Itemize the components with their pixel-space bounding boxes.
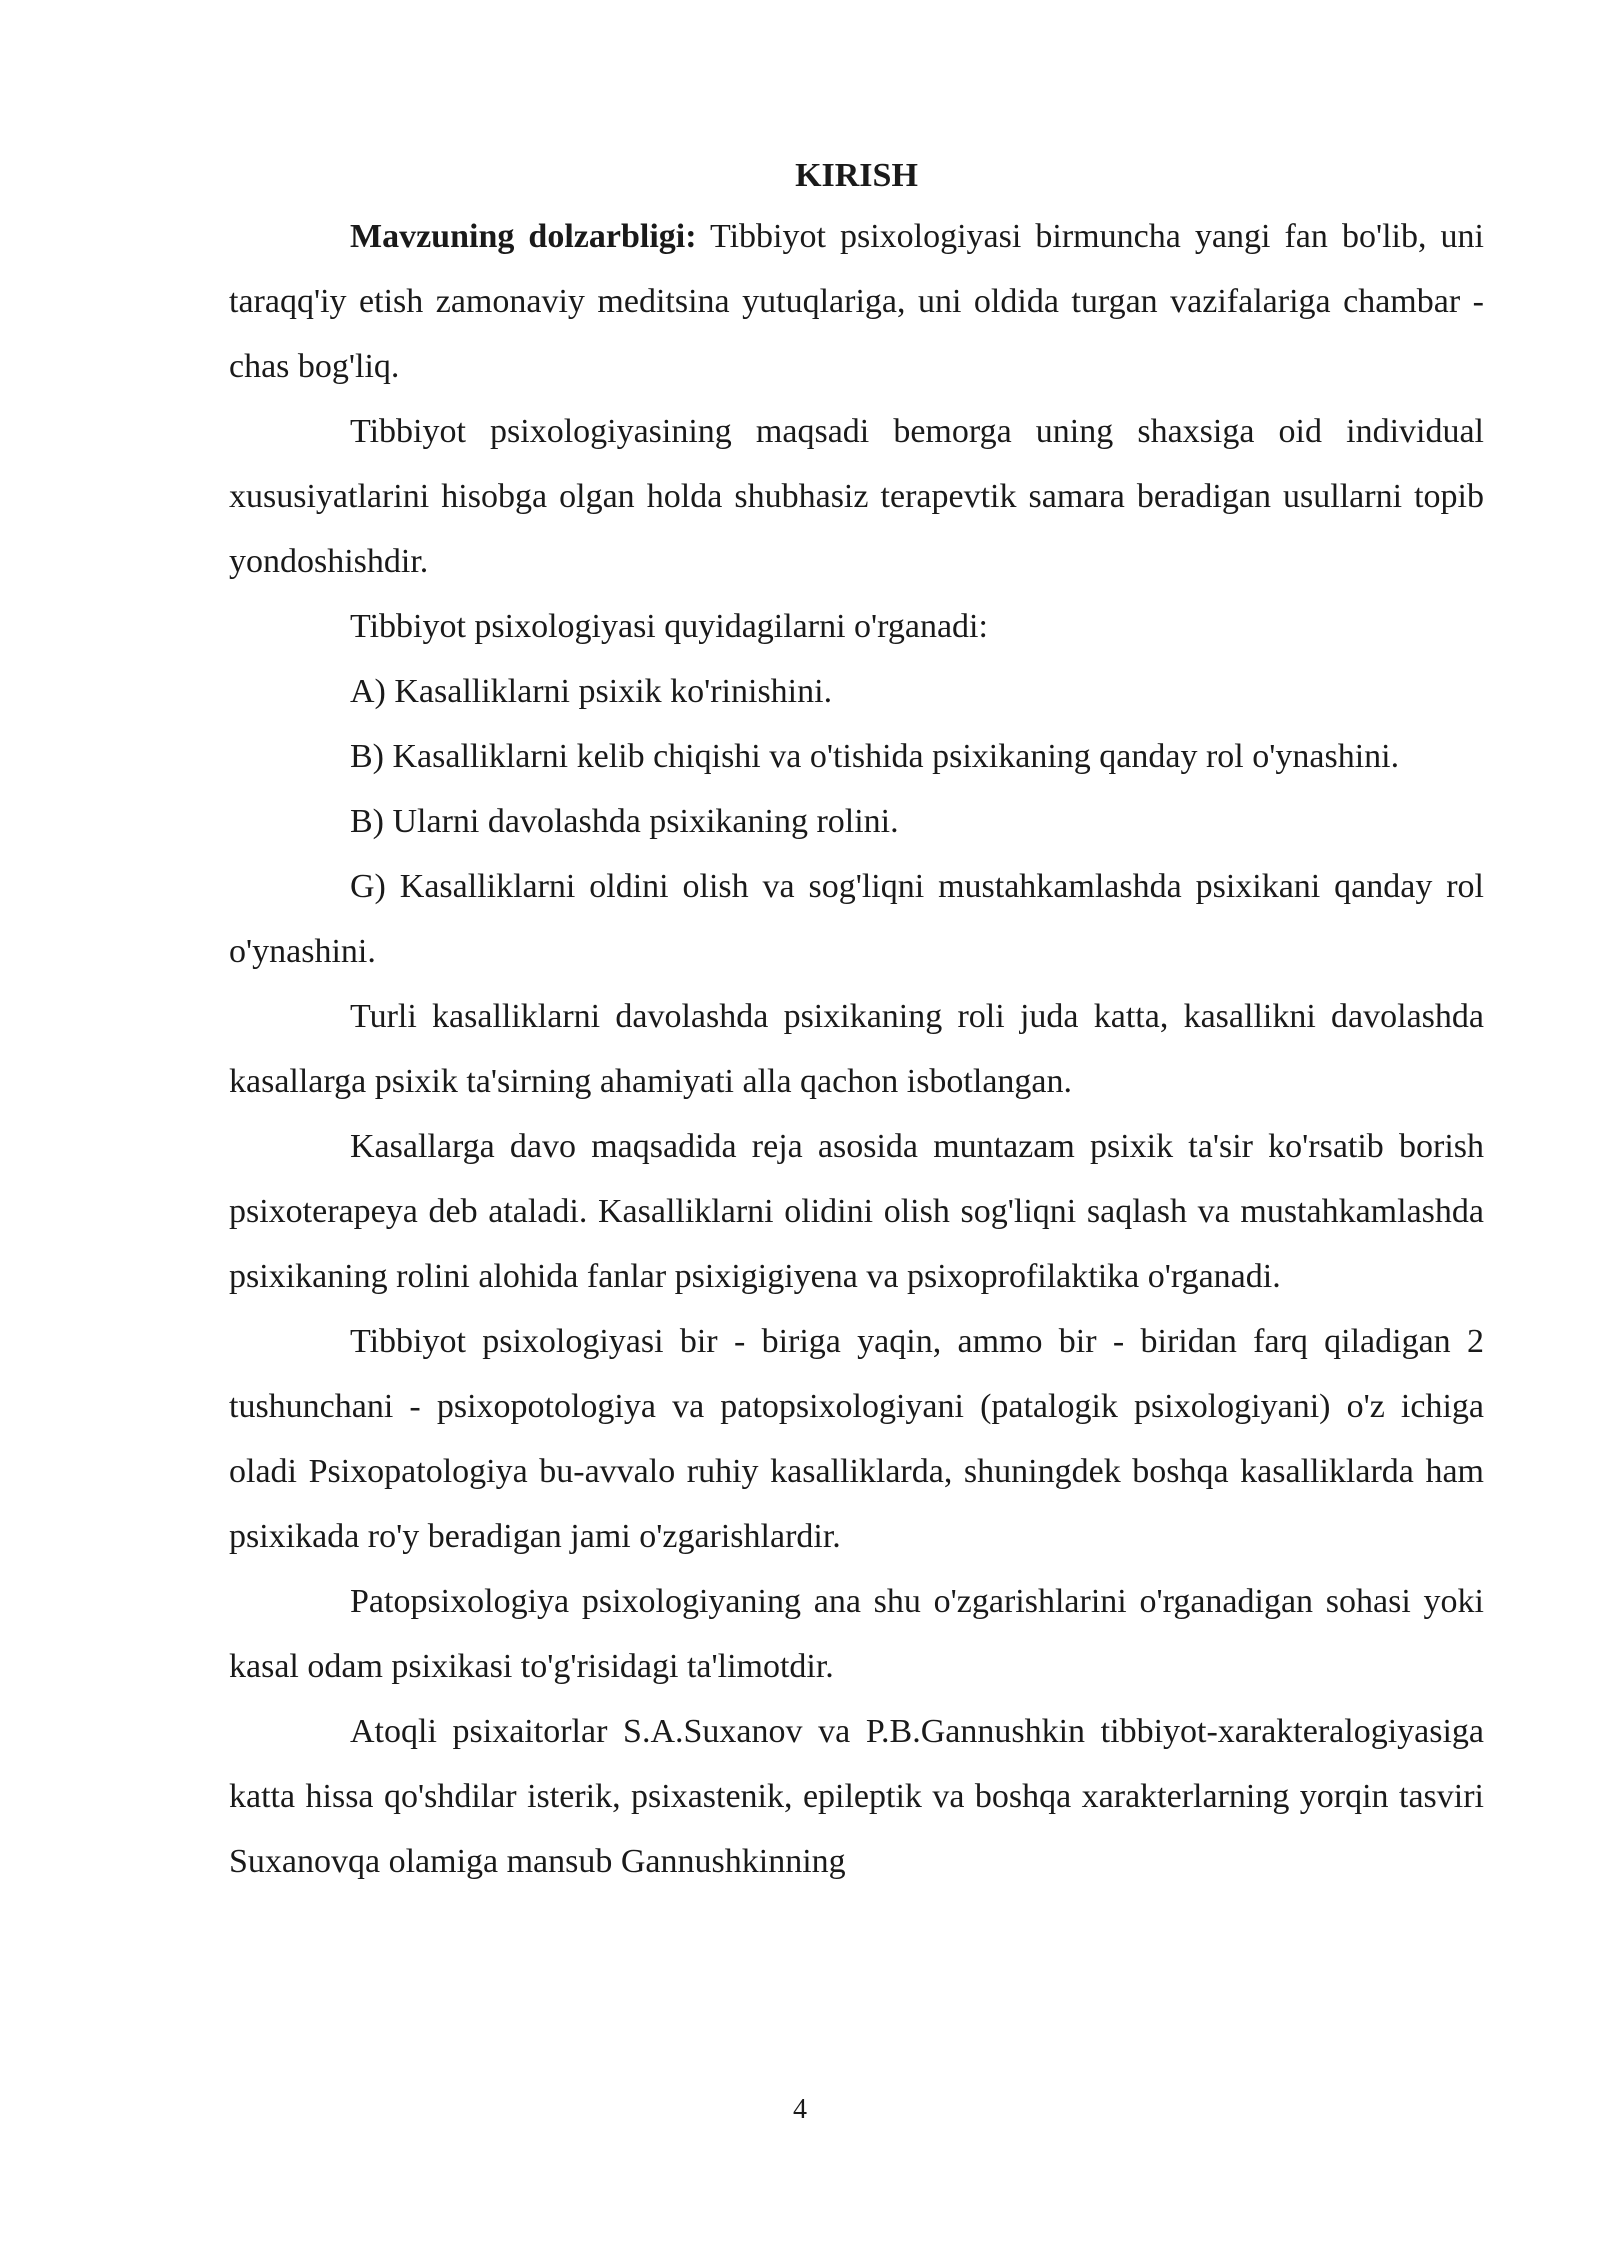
paragraph-relevance-text: Tibbiyot psixologiyasi birmuncha yangi fan bo'lib, uni taraqq'iy etish zamonaviy meditsina yutuqlariga, uni oldida turgan vazifalariga chambar - chas bog'liq. xyxy=(229,218,1485,385)
list-item-v: B) Ularni davolashda psixikaning rolini. xyxy=(350,803,899,840)
list-item-g: G) Kasalliklarni oldini olish va sog'liqni mustahkamlashda psixikani qanday rol o'ynashini. xyxy=(229,868,1484,970)
paragraph-psychotherapy: Kasallarga davo maqsadida reja asosida muntazam psixik ta'sir ko'rsatib borish psixoterapeya deb ataladi. Kasalliklarni olidini olish sog'liqni saqlash va mustahkamlashda psixikaning rolini alohida fanlar psixigigiyena va psixoprofilaktika o'rganadi. xyxy=(229,1128,1484,1295)
relevance-label: Mavzuning dolzarbligi: xyxy=(350,218,697,255)
paragraph-relevance xyxy=(229,204,1484,399)
paragraph-pathopsychology: Patopsixologiya psixologiyaning ana shu o'zgarishlarini o'rganadigan sohasi yoki kasal odam psixikasi to'g'risidagi ta'limotdir. xyxy=(229,1583,1484,1685)
page-content xyxy=(229,148,1484,1894)
section-heading: KIRISH xyxy=(795,157,918,194)
paragraph-treatment: Turli kasalliklarni davolashda psixikaning roli juda katta, kasallikni davolashda kasallarga psixik ta'sirning ahamiyati alla qachon isbotlangan. xyxy=(229,998,1484,1100)
paragraph-psychopathology: Tibbiyot psixologiyasi bir - biriga yaqin, ammo bir - biridan farq qiladigan 2 tushunchani - psixopotologiya va patopsixologiyani (patalogik psixologiyani) o'z ichiga oladi Psixopatologiya bu-avvalo ruhiy kasalliklarda, shuningdek boshqa kasalliklarda ham psixikada ro'y beradigan jami o'zgarishlardir. xyxy=(229,1323,1484,1555)
list-item-b: B) Kasalliklarni kelib chiqishi va o'tishida psixikaning qanday rol o'ynashini. xyxy=(350,738,1400,775)
paragraph-goal: Tibbiyot psixologiyasining maqsadi bemorga uning shaxsiga oid individual xususiyatlarini hisobga olgan holda shubhasiz terapevtik samara beradigan usullarni topib yondoshishdir. xyxy=(229,413,1484,580)
paragraph-studies-intro: Tibbiyot psixologiyasi quyidagilarni o'rganadi: xyxy=(350,608,988,645)
paragraph-characterology: Atoqli psixaitorlar S.A.Suxanov va P.B.Gannushkin tibbiyot-xarakteralogiyasiga katta hissa qo'shdilar isterik, psixastenik, epileptik va boshqa xarakterlarning yorqin tasviri Suxanovqa olamiga mansub Gannushkinning xyxy=(229,1713,1484,1880)
page-number: 4 xyxy=(793,2094,807,2125)
list-item-a: A) Kasalliklarni psixik ko'rinishini. xyxy=(350,673,833,710)
